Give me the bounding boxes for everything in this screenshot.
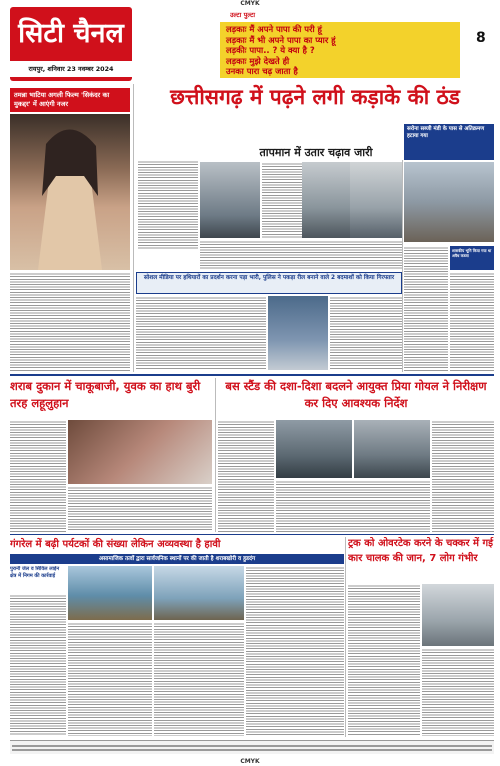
column-rule bbox=[133, 84, 134, 372]
nigam-body bbox=[10, 594, 66, 736]
ulta-pulta-line: लड़कीः पापा.. ? ये क्या है ? bbox=[226, 45, 315, 56]
tamannaah-body bbox=[10, 272, 130, 372]
main-subhead: तापमान में उतार चढ़ाव जारी bbox=[259, 146, 373, 159]
liquor-body bbox=[10, 420, 66, 532]
fog-photo-2 bbox=[302, 162, 350, 238]
gangrel-body-2 bbox=[154, 622, 244, 736]
ulta-pulta-label: उल्टा पुल्टा bbox=[230, 11, 256, 19]
column-rule bbox=[402, 160, 403, 372]
right-column bbox=[404, 162, 494, 372]
bus-photo-2 bbox=[354, 420, 430, 478]
main-body-col1 bbox=[138, 160, 198, 250]
main-body-col3 bbox=[200, 240, 402, 270]
tamannaah-photo bbox=[10, 114, 130, 270]
sarona-title-text: सरोना सब्जी मंडी के पास से अतिक्रमण हटाया गया bbox=[407, 126, 485, 139]
social-headline-box bbox=[136, 272, 402, 294]
masthead bbox=[10, 7, 132, 81]
divider-line bbox=[10, 534, 494, 535]
truck-headline: ट्रक को ओवरटेक करने के चक्कर में गई कार चालक की जान, 7 लोग गंभीर bbox=[348, 538, 494, 564]
bus-body-3 bbox=[432, 420, 494, 532]
masthead-title: सिटी चैनल bbox=[18, 18, 124, 49]
social-body-2 bbox=[330, 296, 402, 370]
main-body-col2 bbox=[262, 162, 302, 238]
gangrel-photo-2 bbox=[154, 566, 244, 620]
gangrel-photo-1 bbox=[68, 566, 152, 620]
fog-photo-3 bbox=[350, 162, 402, 238]
bus-photo-1 bbox=[276, 420, 352, 478]
social-headline: सोशल मीडिया पर हथियारों का प्रदर्शन करना पड़ा भारी, पुलिस ने पकड़ा रील बनाने वाले 2 बदमाशों को किया गिरफ्तार bbox=[143, 275, 395, 281]
sarona-body bbox=[404, 246, 448, 372]
main-headline: छत्तीसगढ़ में पढ़ने लगी कड़ाके की ठंड bbox=[170, 85, 460, 109]
tamannaah-headline-box bbox=[10, 88, 130, 112]
bus-body-1 bbox=[218, 420, 274, 532]
liquor-headline: शराब दुकान में चाकूबाजी, युवक का हाथ बुरी तरह लहूलुहान bbox=[10, 379, 201, 410]
fog-photo-1 bbox=[200, 162, 260, 238]
gangrel-headline: गंगरेल में बढ़ी पर्यटकों की संख्या लेकिन अव्यवस्था है हावी bbox=[10, 539, 221, 550]
truck-body-2 bbox=[422, 648, 494, 736]
ulta-pulta-line: उनका पारा चढ़ जाता है bbox=[226, 66, 298, 77]
cmyk-mark-bottom: CMYK bbox=[240, 758, 260, 765]
footer-imprint bbox=[10, 740, 494, 754]
column-rule bbox=[215, 378, 216, 532]
social-body bbox=[136, 296, 266, 370]
tamannaah-headline: तमन्ना भाटिया अगली फिल्म 'सिकंदर का मुकद्दर' में आएंगी नजर bbox=[14, 91, 110, 108]
box-news bbox=[450, 246, 494, 270]
nigam-headline: पुरानी जेल व सिविल लाईन क्षेत्र में निगम की कार्रवाई bbox=[10, 566, 60, 579]
truck-photo bbox=[422, 584, 494, 646]
box-news-headline: शासकीय भूमि किया गया था अवैध कब्जा bbox=[452, 248, 492, 258]
masthead-dateline: रायपुर, शनिवार 23 नवम्बर 2024 bbox=[10, 61, 132, 77]
page-number: 8 bbox=[476, 30, 486, 46]
liquor-body-2 bbox=[68, 486, 212, 532]
gangrel-body-3 bbox=[246, 566, 344, 736]
ulta-pulta-line: लड़काः मुझे देखते ही bbox=[226, 55, 290, 66]
ulta-pulta-box bbox=[220, 22, 460, 78]
social-photo bbox=[268, 296, 328, 370]
gangrel-subhead: असामाजिक तत्वों द्वारा सार्वजनिक स्थानों पर की जाती है शराबखोरी व हुडदंग bbox=[98, 556, 256, 562]
truck-body-1 bbox=[348, 584, 420, 736]
building-photo bbox=[404, 162, 494, 242]
liquor-photo bbox=[68, 420, 212, 484]
gangrel-subhead-box bbox=[10, 554, 344, 564]
cmyk-mark-top: CMYK bbox=[240, 0, 260, 7]
column-rule bbox=[345, 537, 346, 737]
bus-body-2 bbox=[276, 480, 430, 532]
ulta-pulta-line: लड़काः मैं भी अपने पापा का प्यार हूं bbox=[226, 34, 336, 45]
divider-line bbox=[10, 374, 494, 376]
ulta-pulta-line: लड़काः मैं अपने पापा की परी हूं bbox=[226, 24, 323, 34]
sarona-title-banner bbox=[404, 124, 494, 160]
box-news-body bbox=[450, 272, 494, 372]
bus-headline: बस स्टैंड की दशा-दिशा बदलने आयुक्त प्रिया गोयल ने निरीक्षण कर दिए आवश्यक निर्देश bbox=[225, 379, 487, 410]
gangrel-body-1 bbox=[68, 622, 152, 736]
